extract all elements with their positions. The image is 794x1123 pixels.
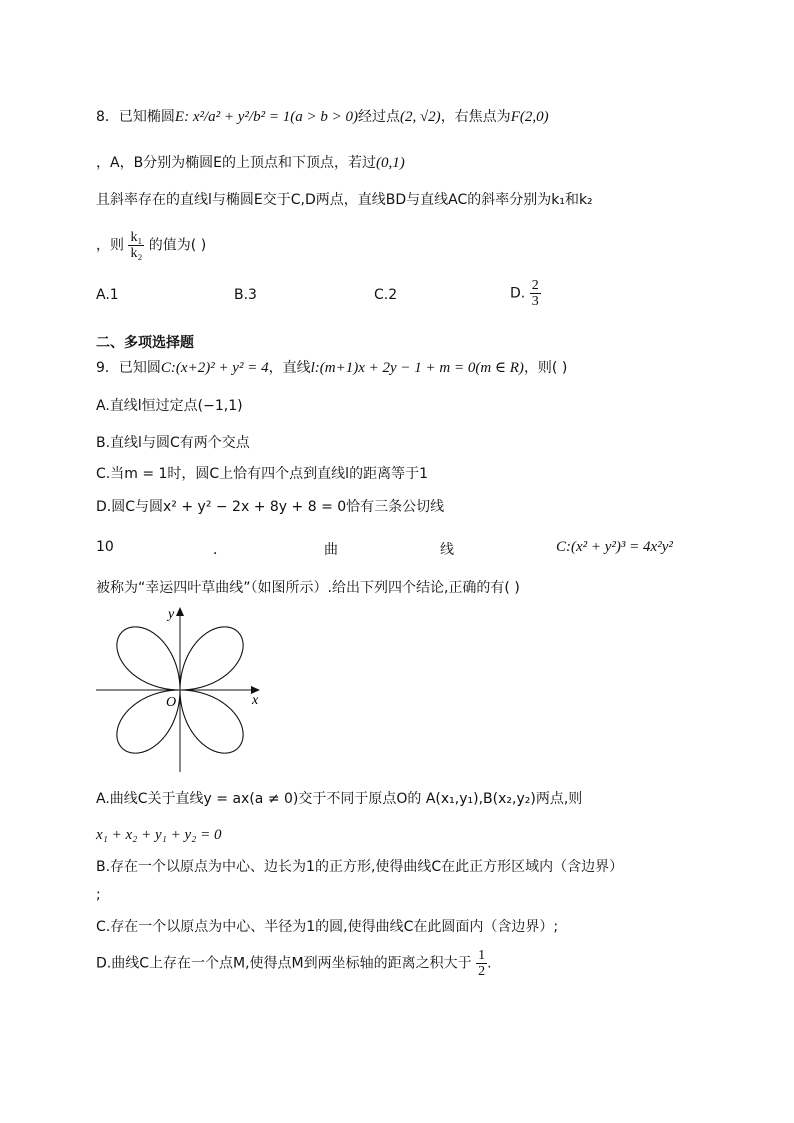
q10-option-b-line2: ; [96,887,101,903]
q8-option-d-fraction [530,278,541,309]
fraction-denominator: k₂ [130,246,143,261]
q8-line1 [96,107,549,127]
four-leaf-clover-figure [92,604,268,780]
q8-line3: 且斜率存在的直线l与椭圆E交于C,D两点，直线BD与直线AC的斜率分别为k₁和k₂ [96,192,593,208]
q9-stem-prefix: 9．已知圆 [96,360,161,376]
curve-equation: C:(x² + y²)³ = 4x²y² [556,539,673,555]
q9-stem-suffix: ，则( ) [523,360,568,376]
ellipse-equation: E: x²/a² + y²/b² = 1(a > b > 0) [174,109,358,125]
section-heading: 二、多项选择题 [96,335,194,351]
q9-stem [96,358,567,378]
fraction-denominator: 2 [478,964,486,979]
q8-option-d-prefix: D. [510,285,526,302]
q10-word-1: 曲 [324,542,338,558]
fraction-numerator: 1 [478,948,486,963]
q9-stem-mid: ，直线 [268,360,311,376]
q8-stem-mid: 经过点 [357,109,400,125]
q10-option-d-prefix: D.曲线C上存在一个点M,使得点M到两坐标轴的距离之积大于 [96,955,472,972]
y-axis-label: y [168,607,175,622]
fraction-numerator: 2 [531,278,539,293]
q10-option-b-line1: B.存在一个以原点为中心、边长为1的正方形,使得曲线C在此正方形区域内（含边界） [96,859,624,875]
q8-point: (2, √2) [399,109,441,125]
q8-line2 [96,153,405,173]
q9-option-a: A.直线l恒过定点(−1,1) [96,398,243,414]
q10-option-d-suffix: . [487,955,492,972]
q8-line4-suffix: 的值为( ) [148,237,207,254]
q8-line4 [96,230,206,261]
q8-line4-prefix: ，则 [96,237,124,254]
q9-option-c: C.当m = 1时，圆C上恰有四个点到直线l的距离等于1 [96,466,428,482]
fraction-numerator: k₁ [130,230,143,245]
q10-word-2: 线 [440,542,454,558]
q8-line2-point: (0,1) [376,155,405,171]
q8-option-d [510,278,541,309]
q8-option-b: B.3 [234,287,257,303]
q8-option-c: C.2 [374,287,398,303]
x-axis-label: x [252,693,259,708]
q10-option-a-line1: A.曲线C关于直线y = ax(a ≠ 0)交于不同于原点O的 A(x₁,y₁),B(x₂,y₂)两点,则 [96,791,583,807]
q9-option-d: D.圆C与圆x² + y² − 2x + 8y + 8 = 0恰有三条公切线 [96,499,445,515]
q10-number: 10 [96,539,114,555]
origin-label: O [166,695,177,710]
q9-option-b: B.直线l与圆C有两个交点 [96,435,250,451]
line-equation: l:(m+1)x + 2y − 1 + m = 0(m ∈ R) [310,360,524,376]
q10-option-d [96,948,492,979]
k1-over-k2-fraction [128,230,144,261]
q8-line2-text: ，A，B分别为椭圆E的上顶点和下顶点，若过 [96,155,377,171]
q10-option-d-fraction [476,948,487,979]
y-axis-arrow [176,607,184,616]
fraction-denominator: 3 [531,294,539,309]
q8-option-a: A.1 [96,287,119,303]
q10-line2: 被称为“幸运四叶草曲线”（如图所示）.给出下列四个结论,正确的有( ) [96,580,520,596]
q8-stem-suffix: ，右焦点为 [440,109,511,125]
q8-stem-prefix: 8．已知椭圆 [96,109,175,125]
circle-equation: C:(x+2)² + y² = 4 [160,360,269,376]
q10-option-c: C.存在一个以原点为中心、半径为1的圆,使得曲线C在此圆面内（含边界）; [96,919,559,935]
q10-dot: ． [213,542,227,558]
q8-focus: F(2,0) [510,109,549,125]
q10-option-a-line2: x₁ + x₂ + y₁ + y₂ = 0 [96,827,222,843]
